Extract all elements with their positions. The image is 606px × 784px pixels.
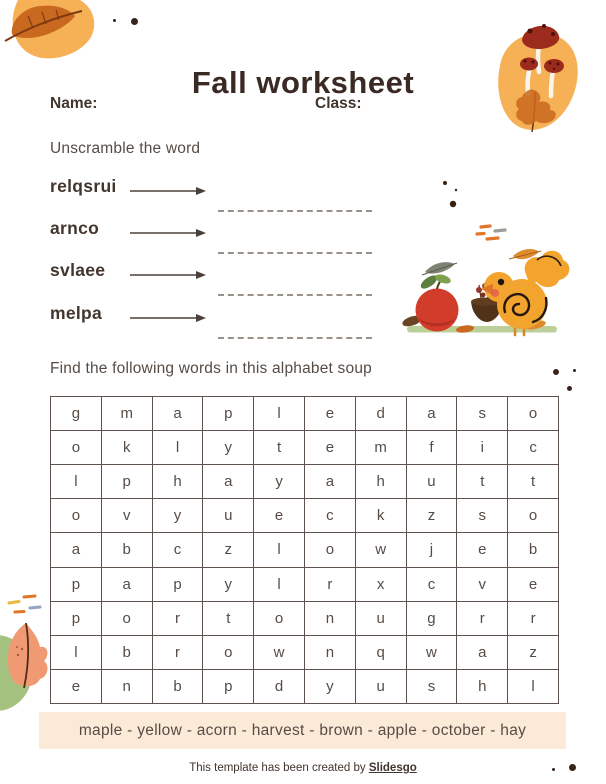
grid-cell[interactable]: h	[355, 465, 406, 499]
grid-cell[interactable]: l	[51, 465, 102, 499]
grid-cell[interactable]: p	[152, 567, 203, 601]
grid-cell[interactable]: p	[51, 567, 102, 601]
grid-cell[interactable]: u	[355, 669, 406, 703]
credit-text: This template has been created by	[189, 762, 369, 774]
grid-cell[interactable]: p	[101, 465, 152, 499]
grid-cell[interactable]: l	[254, 397, 305, 431]
grid-cell[interactable]: s	[406, 669, 457, 703]
grid-cell[interactable]: k	[101, 431, 152, 465]
grid-cell[interactable]: o	[304, 533, 355, 567]
grid-cell[interactable]: j	[406, 533, 457, 567]
grid-cell[interactable]: t	[457, 465, 508, 499]
grid-cell[interactable]: p	[203, 669, 254, 703]
grid-cell[interactable]: z	[203, 533, 254, 567]
grid-cell[interactable]: e	[457, 533, 508, 567]
grid-cell[interactable]: n	[304, 635, 355, 669]
word-bank-banner	[39, 712, 566, 749]
grid-cell[interactable]: a	[203, 465, 254, 499]
grid-cell[interactable]: p	[51, 601, 102, 635]
grid-row	[51, 431, 559, 465]
grid-cell[interactable]: e	[51, 669, 102, 703]
decor-dot	[552, 768, 555, 771]
grid-cell[interactable]: t	[254, 431, 305, 465]
green-blob-leaf-icon	[0, 585, 85, 720]
grid-cell[interactable]: a	[304, 465, 355, 499]
grid-cell[interactable]: g	[51, 397, 102, 431]
grid-cell[interactable]: a	[51, 533, 102, 567]
grid-cell[interactable]: w	[355, 533, 406, 567]
grid-cell[interactable]: s	[457, 397, 508, 431]
grid-cell[interactable]: k	[355, 499, 406, 533]
grid-cell[interactable]: n	[101, 669, 152, 703]
grid-cell[interactable]: r	[304, 567, 355, 601]
decor-dot	[569, 764, 576, 771]
grid-cell[interactable]: l	[51, 635, 102, 669]
grid-cell[interactable]: u	[203, 499, 254, 533]
grid-cell[interactable]: y	[203, 431, 254, 465]
grid-cell[interactable]: y	[254, 465, 305, 499]
grid-cell[interactable]: l	[254, 567, 305, 601]
answer-line[interactable]	[218, 242, 372, 254]
grid-cell[interactable]: a	[152, 397, 203, 431]
grid-row	[51, 635, 559, 669]
grid-cell[interactable]: d	[254, 669, 305, 703]
grid-cell[interactable]: c	[508, 431, 559, 465]
grid-cell[interactable]: b	[101, 533, 152, 567]
grid-cell[interactable]: o	[51, 431, 102, 465]
grid-cell[interactable]: b	[508, 533, 559, 567]
grid-cell[interactable]: z	[508, 635, 559, 669]
arrow-icon	[130, 269, 206, 281]
grid-cell[interactable]: s	[457, 499, 508, 533]
grid-cell[interactable]: h	[152, 465, 203, 499]
class-label: Class:	[315, 95, 362, 112]
unscramble-row	[50, 260, 390, 300]
grid-cell[interactable]: m	[355, 431, 406, 465]
grid-row	[51, 533, 559, 567]
name-label: Name:	[50, 95, 98, 112]
answer-line[interactable]	[218, 200, 372, 212]
grid-row	[51, 669, 559, 703]
grid-row	[51, 567, 559, 601]
grid-cell[interactable]: n	[304, 601, 355, 635]
answer-line[interactable]	[218, 284, 372, 296]
grid-cell[interactable]: y	[203, 567, 254, 601]
grid-row	[51, 397, 559, 431]
grid-cell[interactable]: a	[457, 635, 508, 669]
footer-credit	[0, 762, 606, 774]
grid-cell[interactable]: t	[508, 465, 559, 499]
grid-cell[interactable]: r	[152, 635, 203, 669]
grid-cell[interactable]: w	[406, 635, 457, 669]
slidesgo-link[interactable]: Slidesgo	[368, 762, 417, 774]
grid-cell[interactable]: d	[355, 397, 406, 431]
grid-cell[interactable]: g	[406, 601, 457, 635]
grid-cell[interactable]: u	[355, 601, 406, 635]
grid-cell[interactable]: e	[304, 431, 355, 465]
grid-cell[interactable]: c	[152, 533, 203, 567]
grid-cell[interactable]: o	[508, 499, 559, 533]
grid-cell[interactable]: y	[304, 669, 355, 703]
grid-cell[interactable]: o	[203, 635, 254, 669]
decor-dot	[131, 18, 138, 25]
answer-line[interactable]	[218, 327, 372, 339]
scrambled-word: svlaee	[50, 260, 106, 280]
decor-dot	[567, 386, 572, 391]
grid-cell[interactable]: q	[355, 635, 406, 669]
wordsearch-grid	[50, 396, 559, 704]
grid-cell[interactable]: h	[457, 669, 508, 703]
grid-cell[interactable]: y	[152, 499, 203, 533]
grid-cell[interactable]: r	[152, 601, 203, 635]
grid-cell[interactable]: t	[203, 601, 254, 635]
grid-cell[interactable]: v	[457, 567, 508, 601]
arrow-icon	[130, 312, 206, 324]
grid-cell[interactable]: o	[508, 397, 559, 431]
autumn-leaf-blob-icon	[0, 0, 115, 68]
grid-cell[interactable]: e	[304, 397, 355, 431]
wordsearch-heading: Find the following words in this alphabet soup	[50, 360, 372, 377]
grid-cell[interactable]: l	[508, 669, 559, 703]
unscramble-row	[50, 176, 390, 216]
grid-cell[interactable]: w	[254, 635, 305, 669]
page-title: Fall worksheet	[191, 64, 415, 100]
grid-cell[interactable]: r	[508, 601, 559, 635]
grid-cell[interactable]: a	[406, 397, 457, 431]
grid-row	[51, 601, 559, 635]
decor-dot	[553, 369, 559, 375]
grid-cell[interactable]: p	[203, 397, 254, 431]
unscramble-heading: Unscramble the word	[50, 140, 201, 157]
unscramble-row	[50, 303, 390, 343]
grid-cell[interactable]: u	[406, 465, 457, 499]
wordsearch-grid-body	[51, 397, 559, 704]
grid-row	[51, 465, 559, 499]
word-bank-text: maple - yellow - acorn - harvest - brown - apple - october - hay	[78, 721, 527, 739]
scrambled-word: arnco	[50, 218, 100, 238]
scrambled-word: relqsrui	[50, 176, 117, 196]
grid-cell[interactable]: c	[406, 567, 457, 601]
grid-cell[interactable]: m	[101, 397, 152, 431]
grid-cell[interactable]: b	[101, 635, 152, 669]
grid-cell[interactable]: z	[406, 499, 457, 533]
fields-row	[50, 95, 570, 115]
grid-cell[interactable]: r	[457, 601, 508, 635]
bird-autumn-illustration	[395, 168, 570, 340]
decor-dot	[113, 19, 116, 22]
grid-cell[interactable]: c	[304, 499, 355, 533]
scrambled-word: melpa	[50, 303, 103, 323]
unscramble-row	[50, 218, 390, 258]
arrow-icon	[130, 185, 206, 197]
decor-dot	[573, 369, 576, 372]
grid-cell[interactable]: l	[152, 431, 203, 465]
grid-cell[interactable]: f	[406, 431, 457, 465]
arrow-icon	[130, 227, 206, 239]
grid-cell[interactable]: i	[457, 431, 508, 465]
grid-cell[interactable]: b	[152, 669, 203, 703]
grid-cell[interactable]: l	[254, 533, 305, 567]
grid-cell[interactable]: a	[101, 567, 152, 601]
grid-cell[interactable]: o	[51, 499, 102, 533]
grid-cell[interactable]: x	[355, 567, 406, 601]
grid-cell[interactable]: o	[254, 601, 305, 635]
grid-cell[interactable]: e	[254, 499, 305, 533]
grid-row	[51, 499, 559, 533]
grid-cell[interactable]: e	[508, 567, 559, 601]
grid-cell[interactable]: o	[101, 601, 152, 635]
grid-cell[interactable]: v	[101, 499, 152, 533]
